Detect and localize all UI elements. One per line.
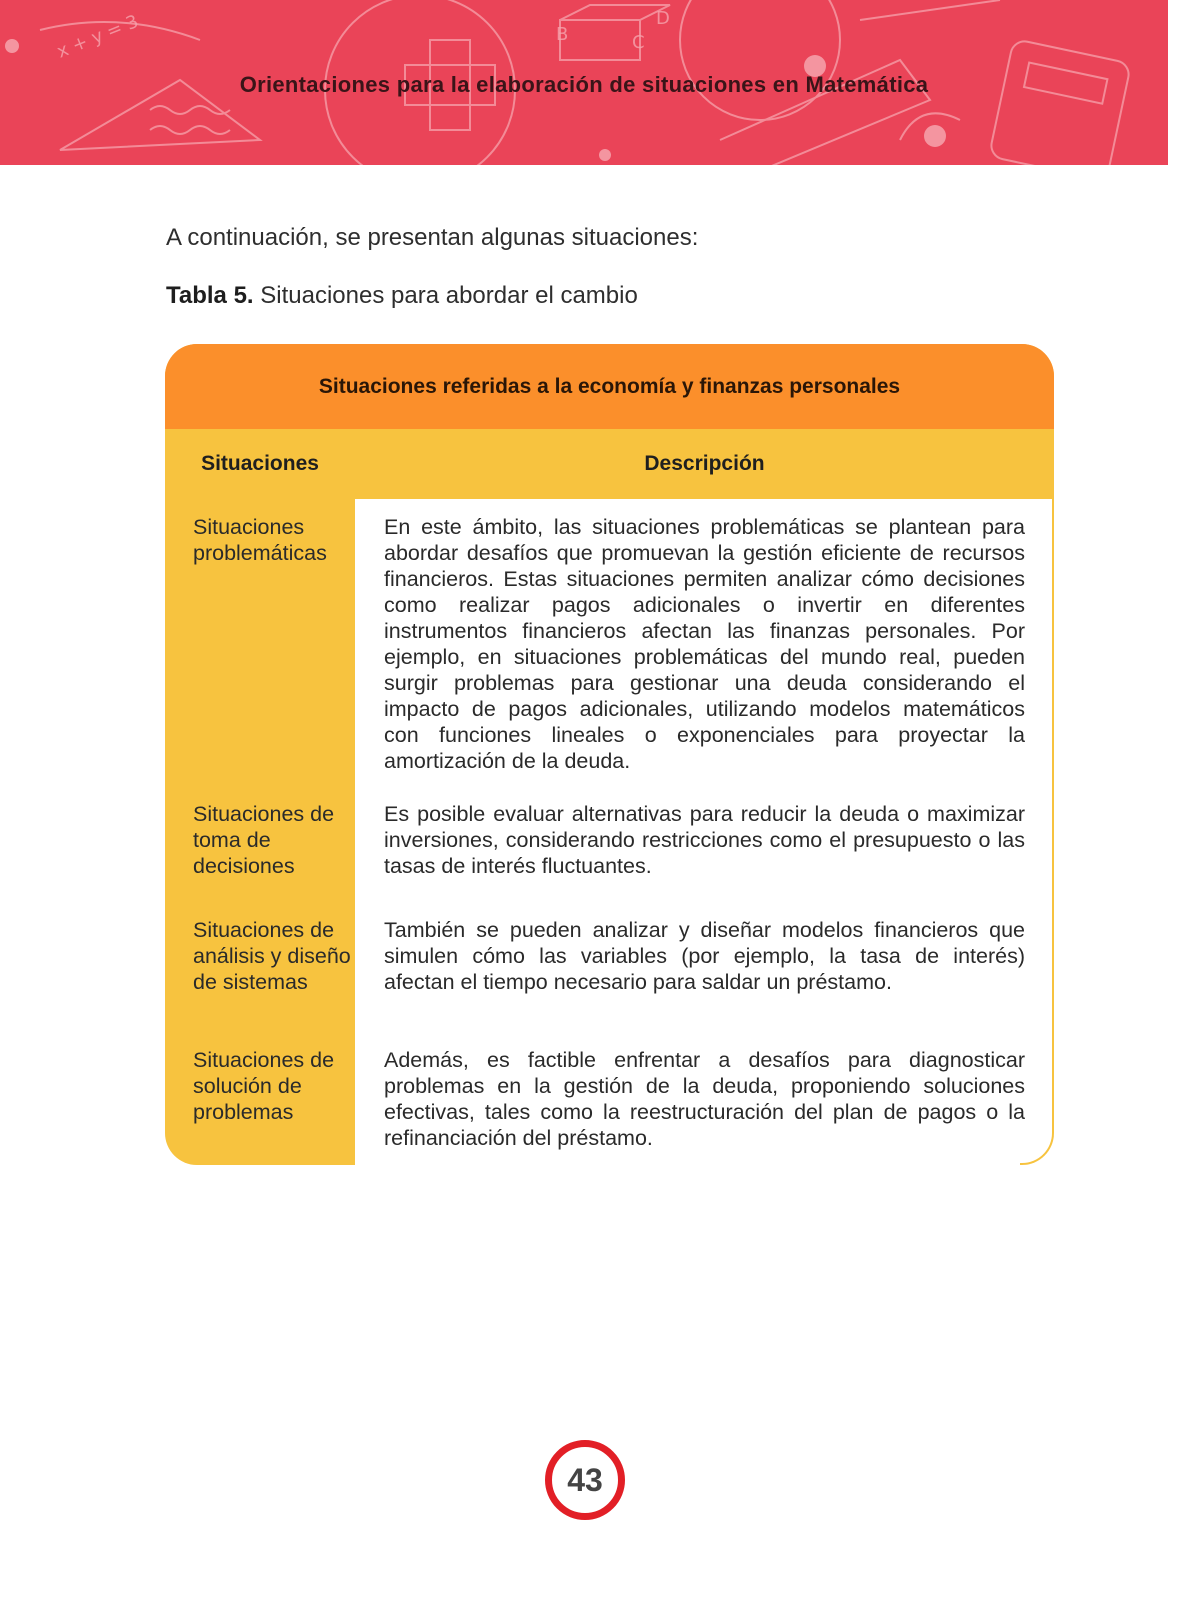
row-3-description: También se pueden analizar y diseñar modelos financieros que simulen cómo las variables (por ejemplo, la tasa de interés) afectan el tiempo necesario para saldar un préstamo. bbox=[384, 918, 1025, 994]
column-header-situaciones: Situaciones bbox=[201, 452, 319, 475]
page-number: 43 bbox=[545, 1440, 625, 1520]
row-4-situation: Situaciones de solución de problemas bbox=[193, 1048, 335, 1124]
letter-c-doodle: C bbox=[632, 32, 645, 53]
equation-doodle: x + y = 3 bbox=[54, 11, 142, 63]
row-3-situation: Situaciones de análisis y diseño de sistemas bbox=[193, 918, 351, 994]
row-1-situation: Situaciones problemáticas bbox=[193, 515, 327, 565]
letter-d-doodle: D bbox=[656, 8, 670, 29]
row-1-description: En este ámbito, las situaciones problemáticas se plantean para abordar desafíos que promuevan la gestión eficiente de recursos financieros. Estas situaciones permiten analizar cómo decisiones como realizar pagos adicionales o invertir en diferentes instrumentos financieros afectan las finanzas personales. Por ejemplo, en situaciones problemáticas del mundo real, pueden surgir problemas para gestionar una deuda considerando el impacto de pagos adicionales, utilizando modelos matemáticos con funciones lineales o exponenciales para proyectar la amortización de la deuda. bbox=[384, 515, 1025, 773]
table-title: Situaciones referidas a la economía y finanzas personales bbox=[165, 344, 1054, 429]
letter-b-doodle: B bbox=[556, 24, 569, 45]
header-band bbox=[0, 0, 1168, 165]
situations-table bbox=[165, 344, 1054, 1165]
table-caption-label: Tabla 5. bbox=[166, 282, 254, 309]
column-header-descripcion: Descripción bbox=[644, 452, 765, 475]
row-4-description: Además, es factible enfrentar a desafíos para diagnosticar problemas en la gestión de la deuda, proponiendo soluciones efectivas, tales como la reestructuración del plan de pagos o la refinanciación del préstamo. bbox=[384, 1048, 1025, 1150]
row-2-situation: Situaciones de toma de decisiones bbox=[193, 802, 335, 878]
table-caption bbox=[166, 282, 638, 310]
intro-text: A continuación, se presentan algunas situaciones: bbox=[166, 224, 699, 251]
header-title: Orientaciones para la elaboración de situaciones en Matemática bbox=[239, 72, 929, 97]
row-2-description: Es posible evaluar alternativas para reducir la deuda o maximizar inversiones, considerando restricciones como el presupuesto o las tasas de interés fluctuantes. bbox=[384, 802, 1025, 878]
table-caption-text: Situaciones para abordar el cambio bbox=[260, 282, 638, 309]
